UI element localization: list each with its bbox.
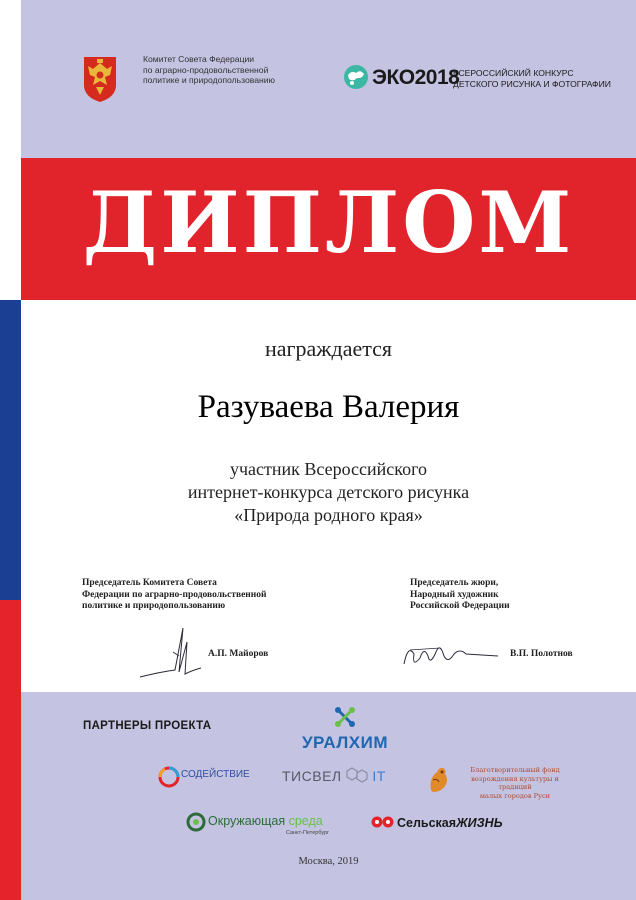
awarded-label: награждается <box>264 336 392 361</box>
right-signatory-name: В.П. Полотнов <box>510 649 573 659</box>
diploma-title: ДИПЛОМ <box>82 173 575 272</box>
signatory-title-line: Председатель Комитета Совета <box>82 578 217 588</box>
signatory-title-line: Федерации по аграрно-продовольственной <box>82 589 267 600</box>
description-line: интернет-конкурса детского рисунка <box>187 482 470 502</box>
tisvel-name: ТИСВЕЛ <box>282 768 342 784</box>
uralchem-name: УРАЛХИМ <box>301 733 389 752</box>
signatory-title-line: Народный художник <box>410 589 499 600</box>
uralchem-molecule-icon <box>333 706 357 728</box>
flag-stripe-red <box>0 600 21 900</box>
partners-heading: ПАРТНЕРЫ ПРОЕКТА <box>83 720 212 732</box>
charity-fund-logo <box>425 764 560 800</box>
sodeystvie-ring-icon <box>157 765 181 789</box>
environment-city: Санкт-Петербург <box>286 830 330 836</box>
environment-name-b: среда <box>288 814 323 828</box>
committee-name <box>143 54 275 86</box>
flag-stripe-white <box>0 0 21 300</box>
award-description <box>21 458 636 527</box>
contest-subtitle-line: ДЕТСКОГО РИСУНКА И ФОТОГРАФИИ <box>453 78 611 89</box>
description-line: «Природа родного края» <box>234 505 423 525</box>
description-line: участник Всероссийского <box>229 459 428 479</box>
right-signatory-title <box>410 578 510 613</box>
committee-line: политике и природопользованию <box>143 75 276 85</box>
environment-name <box>208 814 323 828</box>
charity-fund-name <box>455 766 575 800</box>
tisvel-it: IT <box>372 768 386 784</box>
signatory-title-line: Российской Федерации <box>410 601 510 611</box>
eco-globe-icon <box>343 64 369 90</box>
fund-horse-icon <box>425 764 453 794</box>
recipient-name: Разуваева Валерия <box>197 389 460 425</box>
fund-line: возрождения культуры и традиций <box>471 774 559 791</box>
contest-subtitle <box>453 68 611 89</box>
selskaya-zhizn-logo <box>371 815 503 834</box>
left-signature-mark <box>135 622 205 682</box>
environment-leaf-icon <box>186 812 206 832</box>
selskaya-name-b: ЖИЗНЬ <box>456 816 503 830</box>
contest-logo-text: ЭКО2018 <box>372 66 460 89</box>
left-signatory-name: А.П. Майоров <box>208 649 269 659</box>
selskaya-name-a: Сельская <box>397 816 457 830</box>
tisvel-logo <box>282 767 386 784</box>
right-signature-mark <box>400 638 500 672</box>
uralchem-logo <box>290 706 400 753</box>
selskaya-name <box>397 816 503 830</box>
fund-line: малых городов Руси <box>479 791 551 800</box>
tisvel-hexagon-icon <box>346 767 368 783</box>
environment-logo <box>186 812 330 837</box>
left-signatory-title <box>82 578 266 613</box>
environment-name-a: Окружающая <box>208 814 289 828</box>
flag-stripe-blue <box>0 300 21 600</box>
contest-subtitle-line: ВСЕРОССИЙСКИЙ КОНКУРС <box>453 68 574 78</box>
signatory-title-line: Председатель жюри, <box>410 578 499 588</box>
city-year: Москва, 2019 <box>298 856 359 867</box>
coat-of-arms-icon <box>82 55 118 103</box>
sodeystvie-name: СОДЕЙСТВИЕ <box>181 769 250 780</box>
sodeystvie-logo <box>157 765 250 794</box>
committee-line: Комитет Совета Федерации <box>143 54 255 64</box>
signatory-title-line: политике и природопользованию <box>82 601 226 611</box>
fund-line: Благотворительный фонд <box>470 766 560 774</box>
committee-line: по аграрно-продовольственной <box>143 64 269 75</box>
selskaya-icon <box>371 815 395 829</box>
